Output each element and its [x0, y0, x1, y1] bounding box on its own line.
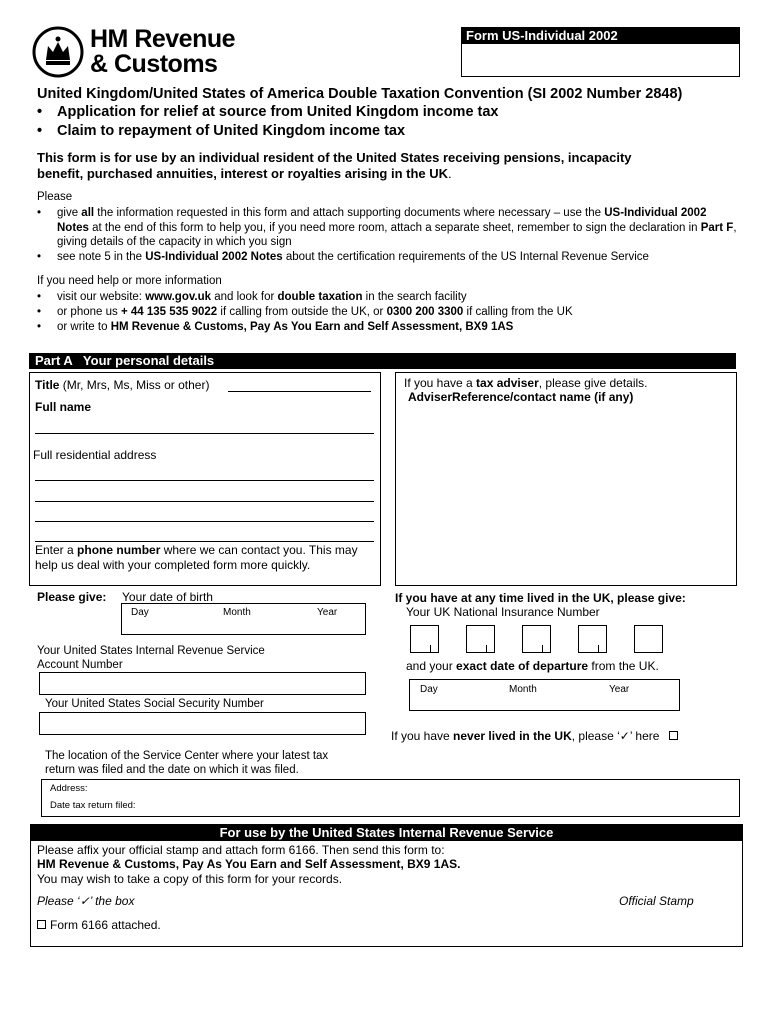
sc-date-label: Date tax return filed:: [50, 800, 136, 811]
dob-month-label: Month: [223, 607, 251, 618]
purpose-text: [37, 150, 637, 182]
irs-account-input[interactable]: [39, 672, 366, 695]
departure-month-label: Month: [509, 684, 537, 695]
nino-digit-box[interactable]: [466, 625, 495, 653]
logo-line-2: & Customs: [90, 50, 218, 78]
adviser-label: If you have a tax adviser, please give details.: [404, 376, 648, 390]
ssn-label: Your United States Social Security Number: [45, 698, 264, 710]
page-title: United Kingdom/United States of America Double Taxation Convention (SI 2002 Number 2848): [37, 86, 683, 102]
departure-date-input[interactable]: [409, 679, 680, 711]
crest-icon: [32, 26, 84, 78]
irs-heading: For use by the United States Internal Revenue Service: [30, 824, 743, 841]
tax-adviser-box[interactable]: [395, 372, 737, 586]
title-bullet: • Application for relief at source from United Kingdom income tax: [33, 103, 499, 122]
official-stamp-label: Official Stamp: [619, 894, 694, 908]
address-input-line[interactable]: [35, 521, 374, 522]
title-bullets: [33, 103, 499, 141]
full-name-label: Full name: [35, 400, 92, 414]
phone-label: Enter a phone number where we can contact you. This may help us deal with your completed form more quickly.: [35, 543, 358, 572]
irs-account-label: Your United States Internal Revenue Service Account Number: [37, 645, 265, 671]
please-heading: Please: [37, 191, 73, 203]
instructions-list: [33, 206, 738, 264]
title-bullet: • Claim to repayment of United Kingdom income tax: [33, 122, 499, 141]
nino-digit-box[interactable]: [578, 625, 607, 653]
help-item: • or phone us + 44 135 535 9022 if calling from outside the UK, or 0300 200 3300 if calling from the UK: [33, 305, 733, 320]
instruction-item: • give all the information requested in this form and attach supporting documents where necessary – use the US-Individual 2002 Notes at the end of this form to help you, if you need more room, attach a separate sheet, remember to sign the declaration in Part F, giving details of the capacity in which you sign: [33, 206, 738, 250]
sc-address-label: Address:: [50, 783, 88, 794]
service-center-box[interactable]: [41, 779, 740, 817]
help-item: • visit our website: www.gov.uk and look for double taxation in the search facility: [33, 290, 733, 305]
form-6166-label: Form 6166 attached.: [50, 918, 161, 932]
nino-digit-box[interactable]: [522, 625, 551, 653]
irs-line-2: HM Revenue & Customs, Pay As You Earn and Self Assessment, BX9 1AS.: [37, 857, 461, 871]
form-6166-row: [37, 918, 161, 932]
address-label: Full residential address: [33, 448, 157, 462]
form-6166-checkbox[interactable]: [37, 920, 46, 929]
nino-digit-box[interactable]: [634, 625, 663, 653]
nino-label: Your UK National Insurance Number: [406, 605, 600, 619]
address-input-line[interactable]: [35, 501, 374, 502]
departure-day-label: Day: [420, 684, 438, 695]
ssn-input[interactable]: [39, 712, 366, 735]
purpose-end: .: [448, 166, 452, 181]
title-input[interactable]: [228, 391, 371, 392]
help-list: [33, 290, 733, 335]
dob-label: Your date of birth: [122, 590, 213, 604]
form-reference-box: [461, 27, 740, 77]
tick-box-instruction: Please ‘✓’ the box: [37, 894, 135, 908]
address-input-line[interactable]: [35, 480, 374, 481]
help-heading: If you need help or more information: [37, 275, 222, 287]
departure-year-label: Year: [609, 684, 630, 695]
departure-label: and your exact date of departure from the UK.: [406, 659, 659, 673]
please-give-label: Please give:: [37, 590, 107, 604]
logo-line-1: HM Revenue: [90, 25, 236, 53]
website-link[interactable]: www.gov.uk: [145, 291, 212, 303]
help-item: • or write to HM Revenue & Customs, Pay As You Earn and Self Assessment, BX9 1AS: [33, 320, 733, 335]
purpose-bold: This form is for use by an individual resident of the United States receiving pensions, incapacity benefit, purchased annuities, interest or royalties arising in the UK: [37, 150, 632, 181]
form-label: Form US-Individual 2002: [462, 28, 739, 44]
nino-digit-box[interactable]: [410, 625, 439, 653]
never-lived-checkbox[interactable]: [669, 731, 678, 740]
adviser-ref-label: AdviserReference/contact name (if any): [408, 390, 634, 404]
title-label: Title (Mr, Mrs, Ms, Miss or other): [35, 378, 210, 392]
irs-line-3: You may wish to take a copy of this form for your records.: [37, 872, 343, 886]
address-input-line[interactable]: [35, 541, 374, 542]
part-a-heading: Part A Your personal details: [29, 353, 736, 369]
full-name-input[interactable]: [35, 433, 374, 434]
irs-line-1: Please affix your official stamp and attach form 6166. Then send this form to:: [37, 843, 445, 857]
dob-day-label: Day: [131, 607, 149, 618]
never-lived-label: If you have never lived in the UK, please ‘✓’ here: [391, 729, 678, 743]
service-center-label: The location of the Service Center where your latest tax return was filed and the date on which it was filed.: [45, 750, 329, 776]
hmrc-logo: [32, 26, 252, 78]
lived-uk-label: If you have at any time lived in the UK, please give:: [395, 591, 686, 605]
instruction-item: • see note 5 in the US-Individual 2002 Notes about the certification requirements of the US Internal Revenue Service: [33, 250, 738, 265]
dob-year-label: Year: [317, 607, 338, 618]
